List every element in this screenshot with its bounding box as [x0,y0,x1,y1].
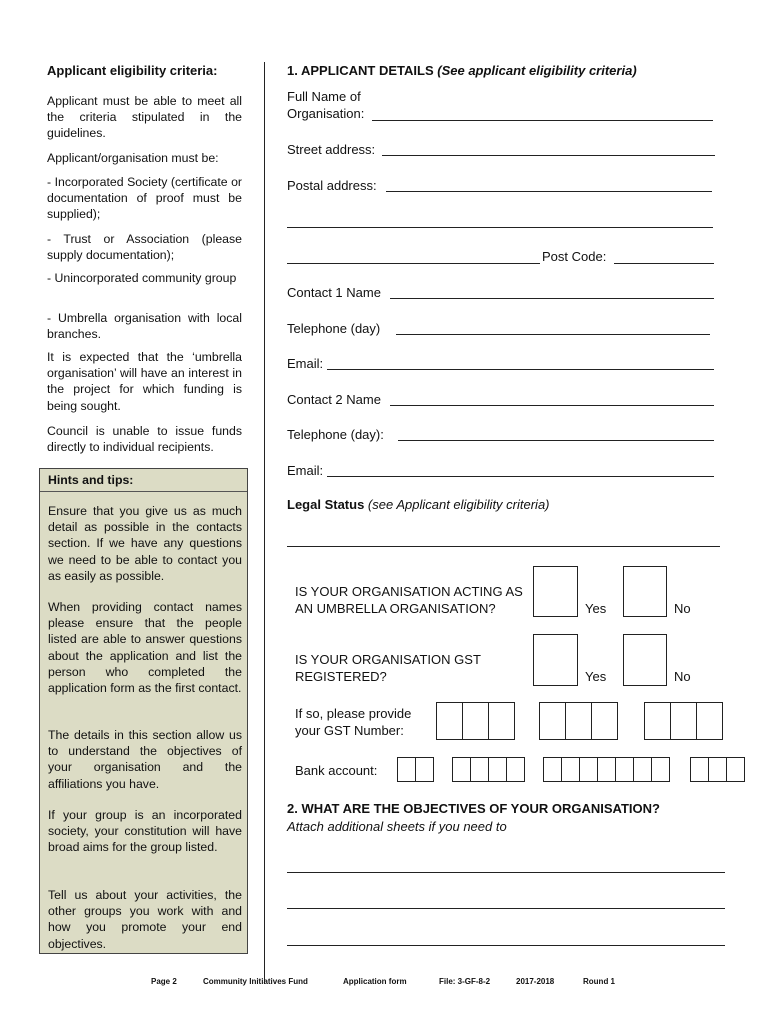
eligibility-paragraph: - Incorporated Society (certificate or documentation of proof must be supplied); [47,175,242,222]
bank-account-group-1 [397,757,434,782]
umbrella-yes-label: Yes [585,601,607,616]
postal-address-field[interactable] [386,191,712,192]
bank-digit-cell[interactable] [488,757,507,782]
bank-account-label: Bank account: [295,763,378,778]
contact1-telephone-label: Telephone (day) [287,321,381,336]
bank-digit-cell[interactable] [470,757,489,782]
contact2-telephone-label: Telephone (day): [287,427,384,442]
legal-status-note: (see Applicant eligibility criteria) [367,497,550,512]
contact1-telephone-field[interactable] [396,334,710,335]
gst-number-label-line2: your GST Number: [295,723,404,738]
bank-digit-cell[interactable] [452,757,471,782]
contact2-email-field[interactable] [327,476,714,477]
gst-digit-cell[interactable] [670,702,697,740]
hints-paragraph: Ensure that you give us as much detail as possible in the contacts section. If we have any questions we need to be able to contact you as easily as possible. [48,504,242,583]
footer-form-name: Application form [343,977,407,986]
org-name-label-line1: Full Name of [287,89,361,104]
hints-paragraph: The details in this section allow us to understand the objectives of your organisation and the affiliations you have. [48,728,242,791]
contact2-email-label: Email: [287,463,324,478]
postal-address-field-line2[interactable] [287,227,713,228]
street-address-field[interactable] [382,155,715,156]
bank-digit-cell[interactable] [726,757,745,782]
gst-no-checkbox[interactable] [623,634,667,686]
post-code-field[interactable] [614,263,714,264]
gst-question-line2: REGISTERED? [295,669,387,684]
umbrella-yes-checkbox[interactable] [533,566,578,617]
bank-digit-cell[interactable] [708,757,727,782]
gst-digit-cell[interactable] [696,702,723,740]
bank-digit-cell[interactable] [561,757,580,782]
gst-question-line1: IS YOUR ORGANISATION GST [295,652,481,667]
bank-digit-cell[interactable] [690,757,709,782]
hints-divider [40,491,247,492]
section2-title: 2. WHAT ARE THE OBJECTIVES OF YOUR ORGANISATION? [287,801,660,816]
gst-no-label: No [674,669,691,684]
gst-digit-cell[interactable] [436,702,463,740]
hints-paragraph: When providing contact names please ensure that the people listed are able to answer questions about the application and list the person who completed the application form as the first contact. [48,600,242,696]
bank-account-group-2 [452,757,525,782]
org-name-field[interactable] [372,120,713,121]
bank-digit-cell[interactable] [597,757,616,782]
gst-digit-cell[interactable] [539,702,566,740]
section1-note: (See applicant eligibility criteria) [437,63,637,78]
column-divider [264,62,265,984]
contact2-name-label: Contact 2 Name [287,392,381,407]
section2-subtitle: Attach additional sheets if you need to [287,819,507,834]
gst-number-group-2 [539,702,618,740]
bank-digit-cell[interactable] [506,757,525,782]
footer-year: 2017-2018 [516,977,555,986]
bank-digit-cell[interactable] [651,757,670,782]
bank-digit-cell[interactable] [633,757,652,782]
post-code-label: Post Code: [542,249,607,264]
contact1-name-label: Contact 1 Name [287,285,381,300]
legal-status-heading: Legal Status [287,497,365,512]
eligibility-paragraph: It is expected that the ‘umbrella organisation’ will have an interest in the project for which funding is being sought. [47,350,242,413]
objectives-line-2[interactable] [287,908,725,909]
eligibility-paragraph: - Trust or Association (please supply documentation); [47,232,242,263]
eligibility-paragraph: - Umbrella organisation with local branches. [47,311,242,342]
bank-digit-cell[interactable] [397,757,416,782]
hints-paragraph: If your group is an incorporated society, your constitution will have broad aims for the group listed. [48,808,242,855]
umbrella-no-label: No [674,601,691,616]
gst-digit-cell[interactable] [462,702,489,740]
contact2-telephone-field[interactable] [398,440,714,441]
umbrella-question-line2: AN UMBRELLA ORGANISATION? [295,601,496,616]
legal-status-field[interactable] [287,546,720,547]
bank-account-group-3 [543,757,670,782]
eligibility-paragraph: Applicant/organisation must be: [47,151,219,165]
umbrella-no-checkbox[interactable] [623,566,667,617]
gst-digit-cell[interactable] [488,702,515,740]
bank-digit-cell[interactable] [579,757,598,782]
bank-digit-cell[interactable] [615,757,634,782]
section1-title [287,63,637,78]
street-address-label: Street address: [287,142,376,157]
contact1-email-label: Email: [287,356,324,371]
bank-digit-cell[interactable] [415,757,434,782]
gst-number-group-1 [436,702,515,740]
legal-status-label [287,497,550,512]
gst-digit-cell[interactable] [591,702,618,740]
eligibility-title: Applicant eligibility criteria: [47,63,218,78]
contact2-name-field[interactable] [390,405,714,406]
objectives-line-1[interactable] [287,872,725,873]
org-name-label-line2: Organisation: [287,106,365,121]
gst-yes-checkbox[interactable] [533,634,578,686]
eligibility-paragraph: Applicant must be able to meet all the criteria stipulated in the guidelines. [47,94,242,141]
hints-box [39,468,248,954]
postal-address-label: Postal address: [287,178,377,193]
footer-round: Round 1 [583,977,615,986]
footer-page-number: Page 2 [151,977,177,986]
hints-paragraph: Tell us about your activities, the other groups you work with and how you promote your end objectives. [48,888,242,951]
footer-file-ref: File: 3-GF-8-2 [439,977,491,986]
gst-digit-cell[interactable] [644,702,671,740]
eligibility-paragraph: - Unincorporated community group [47,271,237,285]
bank-account-group-4 [690,757,745,782]
footer-fund-name: Community Initiatives Fund [203,977,308,986]
eligibility-paragraph: Council is unable to issue funds directly to individual recipients. [47,424,242,455]
contact1-name-field[interactable] [390,298,714,299]
section1-heading: 1. APPLICANT DETAILS [287,63,434,78]
contact1-email-field[interactable] [327,369,714,370]
objectives-line-3[interactable] [287,945,725,946]
umbrella-question-line1: IS YOUR ORGANISATION ACTING AS [295,584,523,599]
gst-number-label-line1: If so, please provide [295,706,412,721]
gst-digit-cell[interactable] [565,702,592,740]
postal-address-field-line3[interactable] [287,263,540,264]
gst-yes-label: Yes [585,669,607,684]
hints-title: Hints and tips: [48,473,134,487]
bank-digit-cell[interactable] [543,757,562,782]
gst-number-group-3 [644,702,723,740]
